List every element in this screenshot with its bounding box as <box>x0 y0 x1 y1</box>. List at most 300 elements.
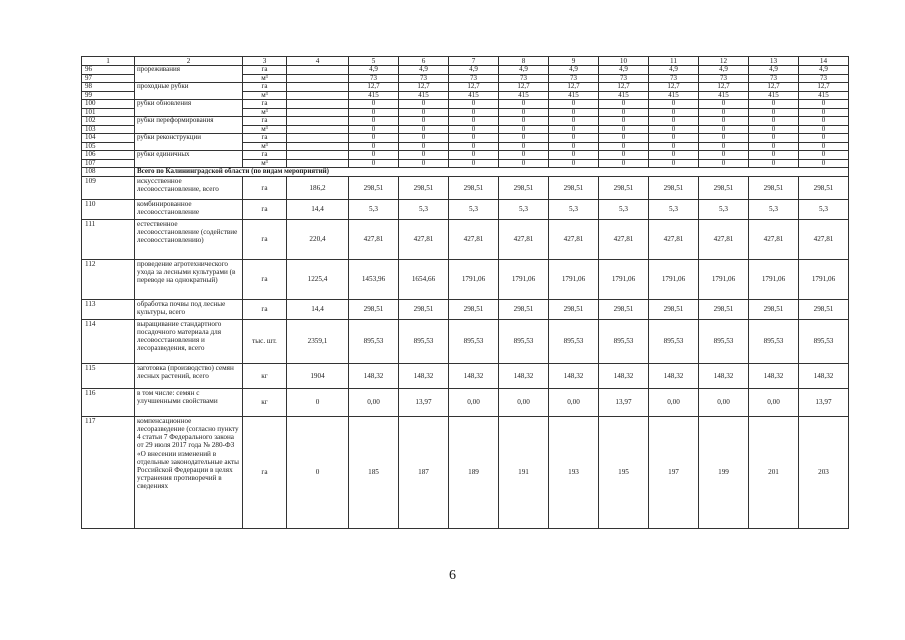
row-number: 115 <box>82 363 135 388</box>
value-cell: 415 <box>449 91 499 100</box>
value-cell: 12,7 <box>599 83 649 92</box>
value-cell: 4,9 <box>799 66 849 75</box>
row-number: 100 <box>82 100 135 109</box>
value-cell: 0 <box>349 134 399 143</box>
value-cell: 199 <box>699 416 749 528</box>
activity-name: выращивание стандартного посадочного материала для лесовосстановления и лесоразведения, всего <box>135 319 243 363</box>
value-cell: 0 <box>499 134 549 143</box>
value-cell: 298,51 <box>499 176 549 199</box>
value-cell: 73 <box>599 74 649 83</box>
activity-name: рубки переформирования <box>135 117 243 134</box>
row-number: 111 <box>82 219 135 259</box>
value-cell: 0 <box>349 151 399 160</box>
table-row <box>82 100 849 109</box>
value-cell <box>287 74 349 83</box>
row-number: 117 <box>82 416 135 528</box>
value-cell: 298,51 <box>499 299 549 319</box>
table-row <box>82 259 849 299</box>
value-cell: 0 <box>549 142 599 151</box>
table-row <box>82 151 849 160</box>
value-cell <box>287 91 349 100</box>
value-cell: 197 <box>649 416 699 528</box>
value-cell: 427,81 <box>549 219 599 259</box>
value-cell: 895,53 <box>499 319 549 363</box>
value-cell: 1791,06 <box>649 259 699 299</box>
value-cell: 0 <box>649 117 699 126</box>
value-cell: 0 <box>549 159 599 168</box>
value-cell: 0 <box>799 151 849 160</box>
header-cell: 6 <box>399 57 449 66</box>
header-cell: 4 <box>287 57 349 66</box>
activity-name: проходные рубки <box>135 83 243 100</box>
activity-name: рубки обновления <box>135 100 243 117</box>
forestry-table-sheet <box>81 56 848 529</box>
value-cell: 4,9 <box>649 66 699 75</box>
value-cell: 0 <box>449 117 499 126</box>
header-cell: 5 <box>349 57 399 66</box>
value-cell: 0 <box>499 100 549 109</box>
activity-name: обработка почвы под лесные культуры, всего <box>135 299 243 319</box>
value-cell: 0 <box>749 125 799 134</box>
value-cell: 0 <box>449 108 499 117</box>
value-cell: 0,00 <box>549 388 599 416</box>
value-cell: 298,51 <box>799 299 849 319</box>
value-cell: 0 <box>749 159 799 168</box>
unit-cell: кг <box>243 363 287 388</box>
value-cell: 12,7 <box>349 83 399 92</box>
value-cell: 73 <box>749 74 799 83</box>
value-cell: 298,51 <box>349 176 399 199</box>
row-number: 110 <box>82 199 135 219</box>
value-cell: 0 <box>699 159 749 168</box>
value-cell: 0 <box>649 108 699 117</box>
row-number: 96 <box>82 66 135 75</box>
value-cell: 0 <box>699 134 749 143</box>
row-number: 113 <box>82 299 135 319</box>
value-cell: 298,51 <box>449 176 499 199</box>
value-cell: 1791,06 <box>449 259 499 299</box>
table-row <box>82 66 849 75</box>
value-cell: 14,4 <box>287 199 349 219</box>
row-number: 107 <box>82 159 135 168</box>
section-row <box>82 168 849 177</box>
unit-cell: м³ <box>243 125 287 134</box>
value-cell: 0 <box>649 134 699 143</box>
activity-name: искусственное лесовосстановление, всего <box>135 176 243 199</box>
row-number: 109 <box>82 176 135 199</box>
value-cell: 298,51 <box>699 299 749 319</box>
table-row <box>82 319 849 363</box>
value-cell: 0 <box>699 151 749 160</box>
value-cell: 0 <box>649 142 699 151</box>
value-cell: 0 <box>449 100 499 109</box>
value-cell: 0 <box>799 159 849 168</box>
value-cell: 0 <box>549 134 599 143</box>
value-cell: 0 <box>749 142 799 151</box>
value-cell: 0 <box>599 134 649 143</box>
unit-cell: га <box>243 199 287 219</box>
value-cell: 12,7 <box>699 83 749 92</box>
value-cell: 0 <box>749 108 799 117</box>
activity-name: рубки реконструкции <box>135 134 243 151</box>
table-row <box>82 388 849 416</box>
value-cell: 5,3 <box>549 199 599 219</box>
table-row <box>82 199 849 219</box>
value-cell: 148,32 <box>349 363 399 388</box>
row-number: 105 <box>82 142 135 151</box>
value-cell: 14,4 <box>287 299 349 319</box>
row-number: 98 <box>82 83 135 92</box>
value-cell: 12,7 <box>549 83 599 92</box>
value-cell: 5,3 <box>399 199 449 219</box>
value-cell: 189 <box>449 416 499 528</box>
value-cell: 0 <box>799 125 849 134</box>
table-row <box>82 134 849 143</box>
value-cell: 0 <box>599 125 649 134</box>
row-number: 97 <box>82 74 135 83</box>
header-row <box>82 57 849 66</box>
value-cell: 195 <box>599 416 649 528</box>
value-cell: 0 <box>699 100 749 109</box>
value-cell: 12,7 <box>499 83 549 92</box>
value-cell: 415 <box>399 91 449 100</box>
value-cell: 13,97 <box>599 388 649 416</box>
header-cell: 12 <box>699 57 749 66</box>
activity-name: в том числе: семян с улучшенными свойствами <box>135 388 243 416</box>
row-number: 99 <box>82 91 135 100</box>
value-cell: 0 <box>287 416 349 528</box>
value-cell: 0 <box>799 108 849 117</box>
value-cell: 5,3 <box>349 199 399 219</box>
unit-cell: га <box>243 416 287 528</box>
value-cell: 13,97 <box>799 388 849 416</box>
forestry-measures-table <box>81 56 849 529</box>
row-number: 108 <box>82 168 135 177</box>
value-cell: 2359,1 <box>287 319 349 363</box>
value-cell: 0 <box>349 125 399 134</box>
value-cell: 0 <box>749 134 799 143</box>
value-cell: 298,51 <box>399 299 449 319</box>
value-cell: 0 <box>599 108 649 117</box>
unit-cell: га <box>243 176 287 199</box>
value-cell: 0 <box>749 151 799 160</box>
value-cell: 298,51 <box>449 299 499 319</box>
row-number: 104 <box>82 134 135 143</box>
value-cell: 73 <box>499 74 549 83</box>
value-cell: 298,51 <box>749 299 799 319</box>
value-cell <box>287 125 349 134</box>
value-cell: 0,00 <box>649 388 699 416</box>
unit-cell: м³ <box>243 91 287 100</box>
value-cell: 0 <box>349 117 399 126</box>
unit-cell: га <box>243 134 287 143</box>
value-cell: 427,81 <box>699 219 749 259</box>
value-cell <box>287 134 349 143</box>
value-cell: 298,51 <box>649 299 699 319</box>
value-cell: 148,32 <box>799 363 849 388</box>
header-cell: 11 <box>649 57 699 66</box>
value-cell: 5,3 <box>749 199 799 219</box>
value-cell <box>287 66 349 75</box>
value-cell: 1791,06 <box>549 259 599 299</box>
table-row <box>82 363 849 388</box>
value-cell: 203 <box>799 416 849 528</box>
value-cell: 5,3 <box>599 199 649 219</box>
value-cell: 298,51 <box>549 299 599 319</box>
value-cell: 0 <box>699 125 749 134</box>
value-cell: 0 <box>349 159 399 168</box>
value-cell: 4,9 <box>699 66 749 75</box>
value-cell: 148,32 <box>699 363 749 388</box>
value-cell: 13,97 <box>399 388 449 416</box>
value-cell <box>287 100 349 109</box>
header-cell: 13 <box>749 57 799 66</box>
value-cell: 0 <box>399 117 449 126</box>
value-cell: 0 <box>799 117 849 126</box>
row-number: 116 <box>82 388 135 416</box>
value-cell: 148,32 <box>599 363 649 388</box>
value-cell: 1791,06 <box>799 259 849 299</box>
value-cell: 0 <box>599 142 649 151</box>
activity-name: естественное лесовосстановление (содействие лесовосстановлению) <box>135 219 243 259</box>
header-cell: 10 <box>599 57 649 66</box>
value-cell: 0 <box>349 142 399 151</box>
value-cell: 0 <box>649 100 699 109</box>
value-cell: 415 <box>749 91 799 100</box>
value-cell: 220,4 <box>287 219 349 259</box>
value-cell: 73 <box>649 74 699 83</box>
value-cell: 0 <box>499 142 549 151</box>
activity-name: рубки единичных <box>135 151 243 168</box>
unit-cell: м³ <box>243 142 287 151</box>
header-cell: 9 <box>549 57 599 66</box>
value-cell: 415 <box>549 91 599 100</box>
value-cell: 4,9 <box>749 66 799 75</box>
table-row <box>82 416 849 528</box>
value-cell: 0 <box>499 159 549 168</box>
unit-cell: кг <box>243 388 287 416</box>
unit-cell: га <box>243 299 287 319</box>
value-cell: 187 <box>399 416 449 528</box>
value-cell: 12,7 <box>799 83 849 92</box>
value-cell: 0 <box>799 142 849 151</box>
value-cell: 4,9 <box>499 66 549 75</box>
value-cell: 427,81 <box>449 219 499 259</box>
value-cell: 0 <box>749 100 799 109</box>
unit-cell: га <box>243 83 287 92</box>
value-cell: 0 <box>799 100 849 109</box>
unit-cell: м³ <box>243 108 287 117</box>
value-cell: 0 <box>649 125 699 134</box>
value-cell: 0,00 <box>749 388 799 416</box>
section-title: Всего по Калининградской области (по видам мероприятий) <box>135 168 849 177</box>
value-cell: 298,51 <box>749 176 799 199</box>
value-cell: 298,51 <box>799 176 849 199</box>
row-number: 103 <box>82 125 135 134</box>
value-cell: 0 <box>549 108 599 117</box>
value-cell: 298,51 <box>649 176 699 199</box>
value-cell: 5,3 <box>449 199 499 219</box>
value-cell: 427,81 <box>599 219 649 259</box>
value-cell: 0 <box>499 151 549 160</box>
value-cell <box>287 159 349 168</box>
unit-cell: га <box>243 219 287 259</box>
value-cell: 0 <box>399 151 449 160</box>
value-cell: 12,7 <box>649 83 699 92</box>
value-cell: 0 <box>699 108 749 117</box>
value-cell: 0 <box>399 108 449 117</box>
table-row <box>82 176 849 199</box>
unit-cell: га <box>243 151 287 160</box>
value-cell: 895,53 <box>799 319 849 363</box>
row-number: 102 <box>82 117 135 126</box>
value-cell: 298,51 <box>549 176 599 199</box>
value-cell: 427,81 <box>399 219 449 259</box>
value-cell: 0,00 <box>449 388 499 416</box>
value-cell: 0 <box>549 151 599 160</box>
table-row <box>82 299 849 319</box>
value-cell: 0 <box>799 134 849 143</box>
header-cell: 14 <box>799 57 849 66</box>
value-cell: 1225,4 <box>287 259 349 299</box>
unit-cell: тыс. шт. <box>243 319 287 363</box>
value-cell: 0 <box>599 159 649 168</box>
value-cell: 193 <box>549 416 599 528</box>
value-cell <box>287 142 349 151</box>
value-cell: 12,7 <box>399 83 449 92</box>
table-row <box>82 219 849 259</box>
value-cell: 1904 <box>287 363 349 388</box>
value-cell: 427,81 <box>649 219 699 259</box>
value-cell: 0 <box>449 125 499 134</box>
unit-cell: га <box>243 100 287 109</box>
value-cell: 4,9 <box>349 66 399 75</box>
value-cell: 895,53 <box>749 319 799 363</box>
value-cell: 0 <box>599 151 649 160</box>
activity-name: заготовка (производство) семян лесных растений, всего <box>135 363 243 388</box>
value-cell: 73 <box>399 74 449 83</box>
value-cell: 0 <box>399 159 449 168</box>
value-cell: 4,9 <box>399 66 449 75</box>
value-cell: 415 <box>349 91 399 100</box>
value-cell: 427,81 <box>349 219 399 259</box>
value-cell <box>287 151 349 160</box>
unit-cell: м³ <box>243 74 287 83</box>
value-cell: 298,51 <box>699 176 749 199</box>
row-number: 114 <box>82 319 135 363</box>
value-cell: 5,3 <box>699 199 749 219</box>
value-cell: 0 <box>287 388 349 416</box>
value-cell: 148,32 <box>449 363 499 388</box>
value-cell: 415 <box>499 91 549 100</box>
row-number: 101 <box>82 108 135 117</box>
value-cell: 0 <box>399 142 449 151</box>
value-cell: 5,3 <box>649 199 699 219</box>
activity-name: компенсационное лесоразведение (согласно пункту 4 статьи 7 Федерального закона от 29 июля 2017 года № 280-ФЗ «О внесении изменений в отдельные законодательные акты Российской Федерации в целях устранения противоречий в сведениях <box>135 416 243 528</box>
value-cell: 0 <box>449 159 499 168</box>
unit-cell: га <box>243 117 287 126</box>
value-cell: 1791,06 <box>499 259 549 299</box>
value-cell: 298,51 <box>349 299 399 319</box>
value-cell: 148,32 <box>549 363 599 388</box>
value-cell: 895,53 <box>549 319 599 363</box>
value-cell: 73 <box>549 74 599 83</box>
value-cell: 0,00 <box>499 388 549 416</box>
value-cell: 0 <box>399 100 449 109</box>
value-cell: 427,81 <box>499 219 549 259</box>
value-cell: 1791,06 <box>749 259 799 299</box>
table-row <box>82 83 849 92</box>
value-cell: 298,51 <box>599 299 649 319</box>
value-cell: 895,53 <box>449 319 499 363</box>
value-cell: 427,81 <box>799 219 849 259</box>
header-cell: 2 <box>135 57 243 66</box>
value-cell: 415 <box>599 91 649 100</box>
value-cell: 0 <box>499 108 549 117</box>
value-cell: 895,53 <box>599 319 649 363</box>
value-cell: 73 <box>349 74 399 83</box>
activity-name: проведение агротехнического ухода за лесными культурами (в переводе на однократный) <box>135 259 243 299</box>
value-cell: 0 <box>599 117 649 126</box>
value-cell: 5,3 <box>499 199 549 219</box>
value-cell: 148,32 <box>499 363 549 388</box>
value-cell: 0,00 <box>349 388 399 416</box>
value-cell: 298,51 <box>399 176 449 199</box>
value-cell: 186,2 <box>287 176 349 199</box>
value-cell: 0 <box>699 142 749 151</box>
value-cell: 0 <box>499 117 549 126</box>
value-cell: 0 <box>449 142 499 151</box>
table-row <box>82 117 849 126</box>
value-cell: 12,7 <box>749 83 799 92</box>
unit-cell: га <box>243 259 287 299</box>
value-cell: 427,81 <box>749 219 799 259</box>
value-cell: 0 <box>549 117 599 126</box>
value-cell: 12,7 <box>449 83 499 92</box>
value-cell: 148,32 <box>749 363 799 388</box>
value-cell: 0 <box>549 125 599 134</box>
value-cell: 0 <box>449 134 499 143</box>
value-cell: 1791,06 <box>699 259 749 299</box>
value-cell: 73 <box>449 74 499 83</box>
row-number: 106 <box>82 151 135 160</box>
value-cell: 4,9 <box>549 66 599 75</box>
value-cell: 415 <box>649 91 699 100</box>
value-cell: 415 <box>699 91 749 100</box>
row-number: 112 <box>82 259 135 299</box>
value-cell: 201 <box>749 416 799 528</box>
value-cell <box>287 83 349 92</box>
activity-name: прореживания <box>135 66 243 83</box>
value-cell: 1654,66 <box>399 259 449 299</box>
value-cell: 148,32 <box>649 363 699 388</box>
value-cell: 895,53 <box>349 319 399 363</box>
value-cell <box>287 108 349 117</box>
value-cell: 298,51 <box>599 176 649 199</box>
unit-cell: м³ <box>243 159 287 168</box>
value-cell: 73 <box>699 74 749 83</box>
value-cell: 0 <box>749 117 799 126</box>
value-cell: 0 <box>449 151 499 160</box>
value-cell: 191 <box>499 416 549 528</box>
header-cell: 7 <box>449 57 499 66</box>
header-cell: 8 <box>499 57 549 66</box>
value-cell: 0 <box>499 125 549 134</box>
value-cell: 895,53 <box>399 319 449 363</box>
value-cell: 5,3 <box>799 199 849 219</box>
value-cell: 0 <box>349 100 399 109</box>
value-cell: 0 <box>349 108 399 117</box>
